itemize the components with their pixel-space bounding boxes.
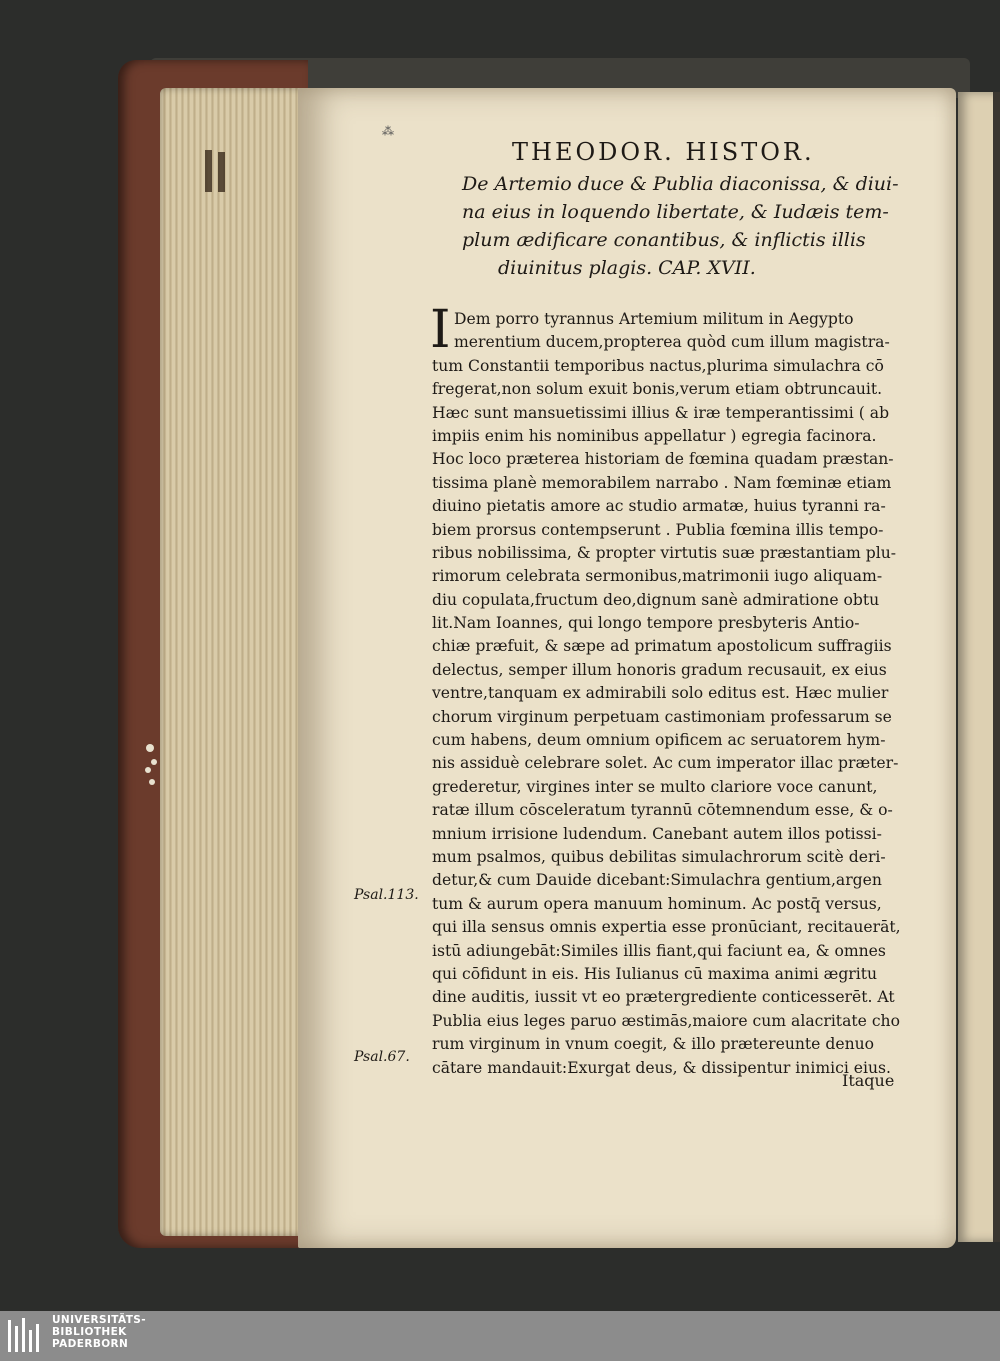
body-line: Publia eius leges paruo æstimās,maiore cum alacritate cho xyxy=(432,1011,900,1030)
chapter-title-line: diuinitus plagis. CAP. XVII. xyxy=(498,257,756,279)
facing-page-edge xyxy=(993,92,1000,1242)
body-line: chorum virginum perpetuam castimoniam professarum se xyxy=(432,707,892,726)
chapter-title-line: plum ædificare conantibus, & inflictis illis xyxy=(462,229,866,251)
body-line: qui illa sensus omnis expertia esse pronūciant, recitauerāt, xyxy=(432,918,901,937)
margin-note: Psal.113. xyxy=(354,887,419,903)
body-line: lit.Nam Ioannes, qui longo tempore presbyteris Antio- xyxy=(432,614,860,633)
body-line: merentium ducem,propterea quòd cum illum magistra- xyxy=(454,333,890,352)
body-line: biem prorsus contempserunt . Publia fœmina illis tempo- xyxy=(432,520,884,539)
body-line: mum psalmos, quibus debilitas simulachrorum scitè deri- xyxy=(432,847,886,866)
body-line: rimorum celebrata sermonibus,matrimonii iugo aliquam- xyxy=(432,567,883,586)
body-line: dine auditis, iussit vt eo prætergrediente conticesserēt. At xyxy=(432,988,895,1007)
body-line: Dem porro tyrannus Artemium militum in Aegypto xyxy=(454,310,854,328)
running-head: THEODOR. HISTOR. xyxy=(512,138,815,166)
body-line: chiæ præfuit, & sæpe ad primatum apostolicum suffragiis xyxy=(432,637,892,656)
ornament-icon: ⁂ xyxy=(382,124,394,138)
body-line: tum & aurum opera manuum hominum. Ac postq̄ versus, xyxy=(432,894,882,913)
library-logo-text xyxy=(52,1314,146,1350)
body-line: istū adiungebāt:Similes illis fiant,qui faciunt ea, & omnes xyxy=(432,941,886,960)
edge-mark-icon xyxy=(203,148,231,194)
body-text xyxy=(432,308,920,1080)
catchword: Itaque xyxy=(842,1071,895,1090)
body-line: ratæ illum cōsceleratum tyrannū cōtemnendum esse, & o- xyxy=(432,801,893,820)
body-line: tissima planè memorabilem narrabo . Nam fœminæ etiam xyxy=(432,473,892,492)
body-line: qui cōfidunt in eis. His Iulianus cū maxima animi ægritu xyxy=(432,964,878,983)
body-line: nis assiduè celebrare solet. Ac cum imperator illac præter- xyxy=(432,754,899,773)
body-line: mnium irrisione ludendum. Canebant autem illos potissi- xyxy=(432,824,882,843)
body-line: tum Constantii temporibus nactus,plurima simulachra cō xyxy=(432,356,884,375)
library-logo-icon xyxy=(6,1316,46,1356)
body-line: Hoc loco præterea historiam de fœmina quadam præstan- xyxy=(432,450,894,469)
body-line: ventre,tanquam ex admirabili solo editus est. Hæc mulier xyxy=(432,684,889,703)
body-line: grederetur, virgines inter se multo clariore voce canunt, xyxy=(432,777,878,796)
body-line: diu copulata,fructum deo,dignum sanè admiratione obtu xyxy=(432,590,880,609)
body-line: Hæc sunt mansuetissimi illius & iræ temperantissimi ( ab xyxy=(432,403,890,422)
body-line: cātare mandauit:Exurgat deus, & dissipentur inimici eius. xyxy=(432,1058,891,1077)
drop-cap: I xyxy=(430,300,451,360)
margin-note: Psal.67. xyxy=(354,1049,410,1065)
library-footer xyxy=(0,1311,1000,1361)
chapter-title-line: De Artemio duce & Publia diaconissa, & diui- xyxy=(462,173,899,195)
library-logo-line: BIBLIOTHEK xyxy=(52,1326,127,1338)
body-line: rum virginum in vnum coegit, & illo prætereunte denuo xyxy=(432,1035,875,1054)
body-line: impiis enim his nominibus appellatur ) egregia facinora. xyxy=(432,426,877,445)
chapter-title-line: na eius in loquendo libertate, & Iudæis tem- xyxy=(462,201,889,223)
body-line: fregerat,non solum exuit bonis,verum etiam obtruncauit. xyxy=(432,380,883,399)
library-logo-line: PADERBORN xyxy=(52,1338,129,1350)
library-logo-line: UNIVERSITÄTS- xyxy=(52,1314,147,1326)
body-line: cum habens, deum omnium opificem ac seruatorem hym- xyxy=(432,731,886,750)
body-line: detur,& cum Dauide dicebant:Simulachra gentium,argen xyxy=(432,871,882,890)
body-line: diuino pietatis amore ac studio armatæ, huius tyranni ra- xyxy=(432,497,886,516)
body-line: delectus, semper illum honoris gradum recusauit, ex eius xyxy=(432,660,887,679)
clasp-icon xyxy=(140,740,162,790)
body-line: ribus nobilissima, & propter virtutis suæ præstantiam plu- xyxy=(432,543,897,562)
page-edges xyxy=(160,88,310,1236)
